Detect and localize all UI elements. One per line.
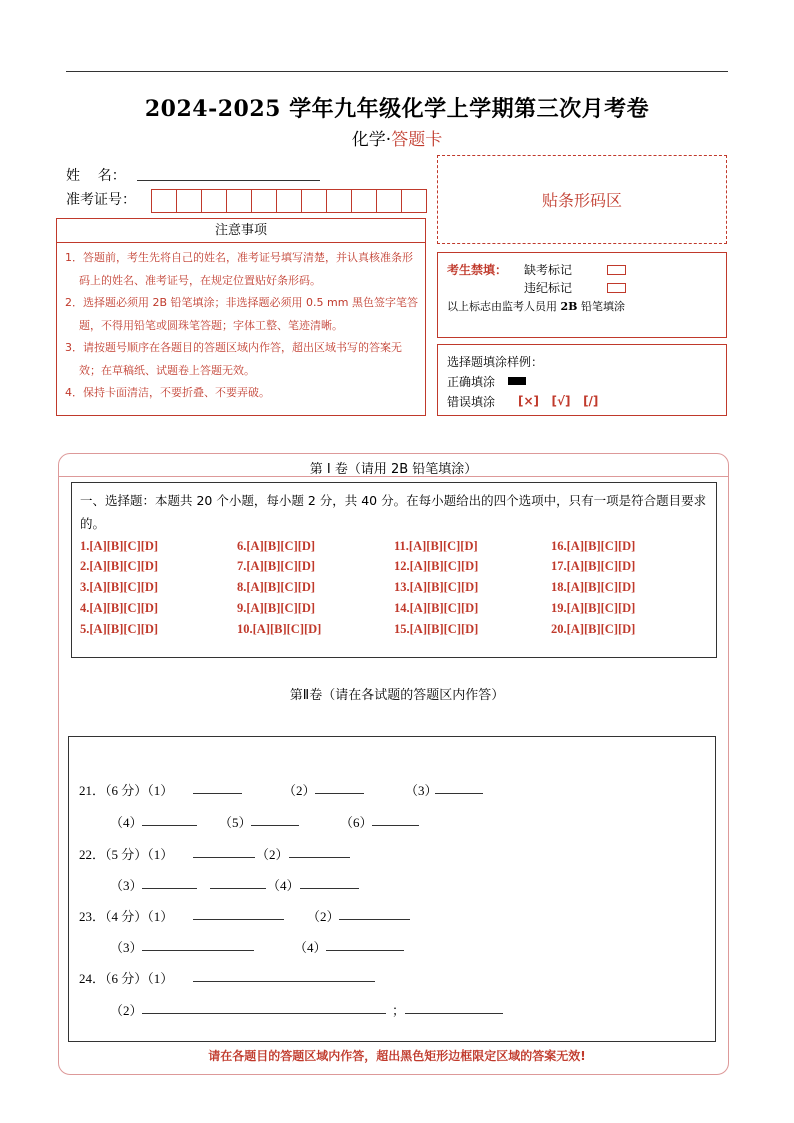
q24-2-label: （2） bbox=[110, 1003, 143, 1018]
exam-digit-box[interactable] bbox=[301, 189, 327, 213]
exam-digit-box[interactable] bbox=[151, 189, 177, 213]
violation-label: 违纪标记 bbox=[524, 281, 573, 295]
absent-checkbox[interactable] bbox=[607, 265, 626, 275]
q24-1-blank[interactable] bbox=[193, 969, 375, 982]
q22-head: 22．（5 分）（1） bbox=[79, 847, 174, 862]
q21-head: 21．（6 分）（1） bbox=[79, 783, 174, 798]
q23-4-blank[interactable] bbox=[326, 938, 404, 951]
footer-warning: 请在各题目的答题区域内作答，超出黑色矩形边框限定区域的答案无效! bbox=[208, 1049, 586, 1063]
part1-rule bbox=[58, 476, 729, 477]
question-choice-row[interactable]: 5.[A][B][C][D] bbox=[80, 622, 159, 636]
name-field[interactable] bbox=[137, 180, 320, 181]
exam-digit-box[interactable] bbox=[326, 189, 352, 213]
q23-3-blank[interactable] bbox=[142, 938, 254, 951]
notes-title: 注意事项 bbox=[57, 219, 425, 243]
question-choice-row[interactable]: 7.[A][B][C][D] bbox=[237, 559, 316, 573]
q21-6-label: （6） bbox=[340, 815, 373, 830]
q24-head: 24．（6 分）（1） bbox=[79, 971, 174, 986]
part1-title: 第 I 卷（请用 2B 铅笔填涂） bbox=[309, 462, 478, 477]
question-choice-row[interactable]: 16.[A][B][C][D] bbox=[551, 539, 636, 553]
barcode-label: 贴条形码区 bbox=[541, 191, 622, 210]
q23-2-label: （2） bbox=[307, 909, 340, 924]
q24-separator: ； bbox=[392, 1003, 406, 1018]
question-choice-row[interactable]: 12.[A][B][C][D] bbox=[394, 559, 479, 573]
note-item: 1．答题前，考生先将自己的姓名，准考证号填写清楚，并认真核准条形码上的姓名、准考证号，在规定位置贴好条形码。 bbox=[65, 251, 413, 287]
q21-4-blank[interactable] bbox=[142, 813, 197, 826]
exam-digit-box[interactable] bbox=[201, 189, 227, 213]
question-choice-row[interactable]: 1.[A][B][C][D] bbox=[80, 539, 159, 553]
question-choice-row[interactable]: 17.[A][B][C][D] bbox=[551, 559, 636, 573]
wrong-label: 错误填涂 bbox=[447, 395, 496, 409]
exam-digit-box[interactable] bbox=[351, 189, 377, 213]
q22-3-label: （3） bbox=[110, 878, 143, 893]
q21-6-blank[interactable] bbox=[372, 813, 419, 826]
top-rule bbox=[66, 71, 728, 72]
exam-digit-box[interactable] bbox=[176, 189, 202, 213]
prohibit-note-bold: 2B bbox=[560, 300, 578, 313]
prohibit-panel bbox=[437, 252, 727, 338]
exam-number-boxes[interactable] bbox=[151, 189, 426, 213]
q22-2-blank[interactable] bbox=[289, 845, 350, 858]
correct-label: 正确填涂 bbox=[447, 375, 496, 389]
q21-3-blank[interactable] bbox=[435, 781, 483, 794]
sample-panel bbox=[437, 344, 727, 416]
question-choice-row[interactable]: 14.[A][B][C][D] bbox=[394, 601, 479, 615]
page-title: 2024-2025 学年九年级化学上学期第三次月考卷 bbox=[144, 96, 650, 122]
note-item: 4．保持卡面清洁，不要折叠、不要弄破。 bbox=[65, 386, 270, 399]
question-choice-row[interactable]: 10.[A][B][C][D] bbox=[237, 622, 322, 636]
q21-3-label: （3） bbox=[405, 783, 438, 798]
prohibit-note-post: 铅笔填涂 bbox=[577, 300, 625, 313]
correct-fill-sample bbox=[508, 377, 526, 385]
part2-title: 第Ⅱ卷（请在各试题的答题区内作答） bbox=[289, 688, 505, 703]
q22-1-blank[interactable] bbox=[193, 845, 255, 858]
question-choice-row[interactable]: 18.[A][B][C][D] bbox=[551, 580, 636, 594]
choice-intro: 一、选择题：本题共 20 个小题，每小题 2 分，共 40 分。在每小题给出的四个选项中，只有一项是符合题目要求的。 bbox=[80, 493, 707, 531]
prohibit-label: 考生禁填： bbox=[447, 263, 508, 277]
q21-5-blank[interactable] bbox=[251, 813, 299, 826]
question-choice-row[interactable]: 11.[A][B][C][D] bbox=[394, 539, 478, 553]
q22-3-blank[interactable] bbox=[142, 876, 197, 889]
wrong-marks: [×] [√] [/] bbox=[518, 394, 599, 408]
q24-2b-blank[interactable] bbox=[405, 1001, 503, 1014]
exam-digit-box[interactable] bbox=[251, 189, 277, 213]
q21-2-label: （2） bbox=[283, 783, 316, 798]
q21-2-blank[interactable] bbox=[315, 781, 364, 794]
q21-4-label: （4） bbox=[110, 815, 143, 830]
question-choice-row[interactable]: 8.[A][B][C][D] bbox=[237, 580, 316, 594]
barcode-area bbox=[437, 155, 727, 244]
q23-3-label: （3） bbox=[110, 940, 143, 955]
name-label: 姓 名： bbox=[66, 168, 126, 184]
prohibit-note-pre: 以上标志由监考人员用 bbox=[447, 300, 561, 313]
question-choice-row[interactable]: 15.[A][B][C][D] bbox=[394, 622, 479, 636]
page-subtitle bbox=[0, 125, 794, 150]
note-item: 2．选择题必须用 2B 铅笔填涂；非选择题必须用 0.5 mm 黑色签字笔答题，不得用铅笔或圆珠笔答题；字体工整、笔迹清晰。 bbox=[65, 296, 418, 332]
note-item: 3．请按题号顺序在各题目的答题区域内作答，超出区域书写的答案无效；在草稿纸、试题卷上答题无效。 bbox=[65, 341, 402, 377]
q22-4-label: （4） bbox=[267, 878, 300, 893]
exam-digit-box[interactable] bbox=[376, 189, 402, 213]
exam-digit-box[interactable] bbox=[276, 189, 302, 213]
subtitle-subject: 化学· bbox=[351, 130, 392, 150]
question-choice-row[interactable]: 13.[A][B][C][D] bbox=[394, 580, 479, 594]
violation-checkbox[interactable] bbox=[607, 283, 626, 293]
sample-title: 选择题填涂样例： bbox=[447, 355, 544, 369]
prohibit-note bbox=[447, 298, 625, 314]
absent-label: 缺考标记 bbox=[524, 263, 573, 277]
question-choice-row[interactable]: 9.[A][B][C][D] bbox=[237, 601, 316, 615]
question-choice-row[interactable]: 20.[A][B][C][D] bbox=[551, 622, 636, 636]
question-choice-row[interactable]: 3.[A][B][C][D] bbox=[80, 580, 159, 594]
q23-1-blank[interactable] bbox=[193, 907, 284, 920]
q24-2-blank[interactable] bbox=[142, 1001, 386, 1014]
question-choice-row[interactable]: 4.[A][B][C][D] bbox=[80, 601, 159, 615]
q23-head: 23．（4 分）（1） bbox=[79, 909, 174, 924]
q21-1-blank[interactable] bbox=[193, 781, 242, 794]
exam-no-label: 准考证号： bbox=[66, 192, 136, 208]
q22-2-label: （2） bbox=[256, 847, 289, 862]
subtitle-card: 答题卡 bbox=[391, 130, 443, 150]
q22-3b-blank[interactable] bbox=[210, 876, 266, 889]
question-choice-row[interactable]: 6.[A][B][C][D] bbox=[237, 539, 316, 553]
question-choice-row[interactable]: 19.[A][B][C][D] bbox=[551, 601, 636, 615]
q22-4-blank[interactable] bbox=[300, 876, 359, 889]
q23-2-blank[interactable] bbox=[339, 907, 410, 920]
exam-digit-box[interactable] bbox=[226, 189, 252, 213]
q21-5-label: （5） bbox=[219, 815, 252, 830]
q23-4-label: （4） bbox=[294, 940, 327, 955]
question-choice-row[interactable]: 2.[A][B][C][D] bbox=[80, 559, 159, 573]
exam-digit-box[interactable] bbox=[401, 189, 427, 213]
notes-panel bbox=[56, 218, 426, 416]
